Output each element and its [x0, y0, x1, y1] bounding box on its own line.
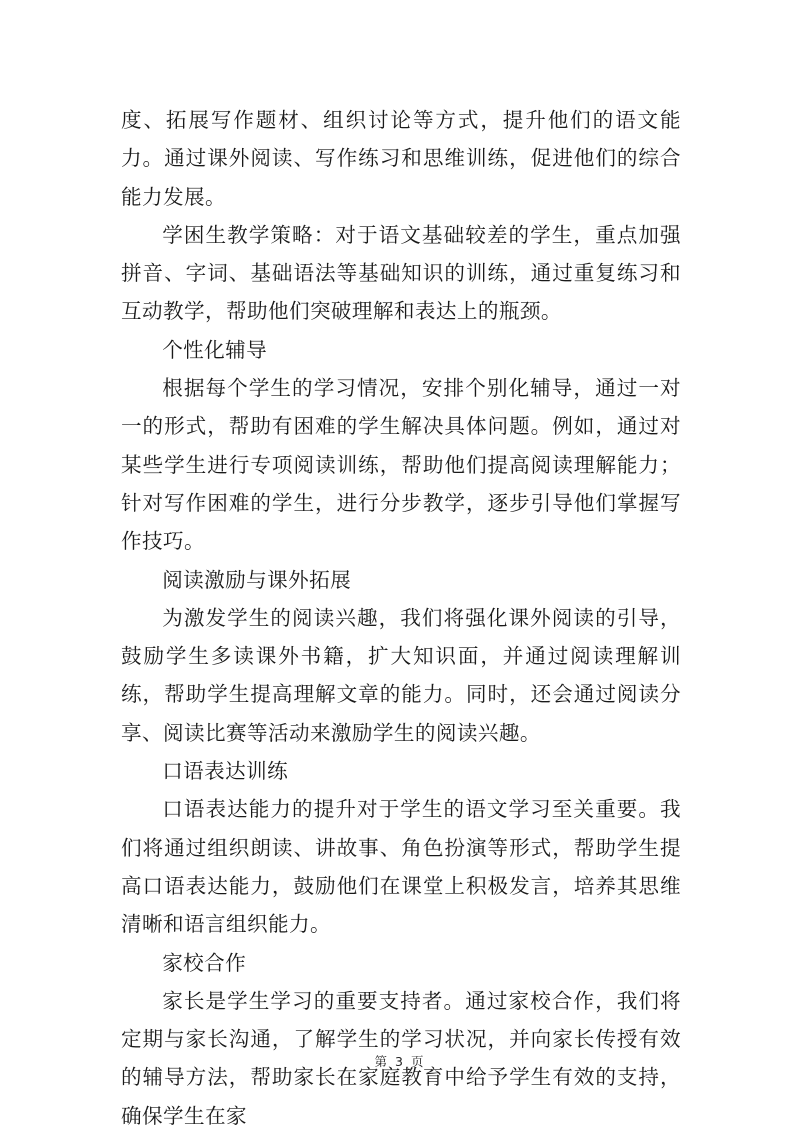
section-heading-oral-expression: 口语表达训练	[162, 759, 289, 784]
paragraph-personalized-tutoring: 根据每个学生的学习情况，安排个别化辅导，通过一对一的形式，帮助有困难的学生解决具体问题。例如，通过对某些学生进行专项阅读训练，帮助他们提高阅读理解能力；针对写作困难的学生，进行分步教学，逐步引导他们掌握写作技巧。	[121, 376, 681, 554]
paragraph-struggling-students-strategy: 学困生教学策略：对于语文基础较差的学生，重点加强拼音、字词、基础语法等基础知识的训练，通过重复练习和互动教学，帮助他们突破理解和表达上的瓶颈。	[121, 222, 681, 324]
document-body	[121, 101, 681, 1135]
section-heading-reading-incentive: 阅读激励与课外拓展	[162, 567, 352, 592]
section-heading-personalized-tutoring: 个性化辅导	[162, 337, 268, 362]
paragraph-reading-incentive: 为激发学生的阅读兴趣，我们将强化课外阅读的引导，鼓励学生多读课外书籍，扩大知识面，并通过阅读理解训练，帮助学生提高理解文章的能力。同时，还会通过阅读分享、阅读比赛等活动来激励学生的阅读兴趣。	[121, 605, 681, 745]
section-heading-home-school: 家校合作	[162, 950, 247, 975]
paragraph-home-school: 家长是学生学习的重要支持者。通过家校合作，我们将定期与家长沟通，了解学生的学习状况，并向家长传授有效的辅导方法，帮助家长在家庭教育中给予学生有效的支持，确保学生在家	[121, 988, 681, 1128]
page-number: 第 3 页	[374, 1054, 426, 1069]
continuation-paragraph: 度、拓展写作题材、组织讨论等方式，提升他们的语文能力。通过课外阅读、写作练习和思维训练，促进他们的综合能力发展。	[121, 108, 681, 209]
paragraph-oral-expression: 口语表达能力的提升对于学生的语文学习至关重要。我们将通过组织朗读、讲故事、角色扮演等形式，帮助学生提高口语表达能力，鼓励他们在课堂上积极发言，培养其思维清晰和语言组织能力。	[121, 797, 681, 937]
